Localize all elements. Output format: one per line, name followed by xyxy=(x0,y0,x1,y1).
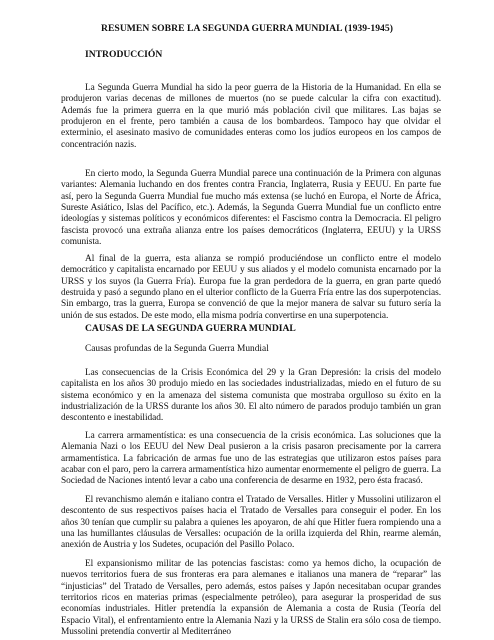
section-heading-causas: CAUSAS DE LA SEGUNDA GUERRA MUNDIAL xyxy=(85,323,296,334)
document-title: RESUMEN SOBRE LA SEGUNDA GUERRA MUNDIAL (1939-1945) xyxy=(101,23,393,34)
paragraph: El revanchismo alemán e italiano contra el Tratado de Versalles. Hitler y Mussolini utilizaron el descontento de sus respectivos países hacia el Tratado de Versalles para conseguir el poder. En los años 30 tenían que cumplir su palabra a quienes les apoyaron, de ahí que Hitler fuera rompiendo una a una las humillantes cláusulas de Versalles: ocupación de la orilla izquierda del Rhin, rearme alemán, anexión de Austria y los Sudetes, ocupación del Pasillo Polaco. xyxy=(61,495,441,551)
paragraph: La carrera armamentística: es una consecuencia de la crisis económica. Las soluciones que la Alemania Nazi o los EEUU del New Deal pusieron a la crisis pasaron precisamente por la carrera armamentística. La fabricación de armas fue uno de las estrategias que utilizaron estos países para acabar con el paro, pero la carrera armamentística hizo aumentar enormemente el peligro de guerra. La Sociedad de Naciones intentó levar a cabo una conferencia de desarme en 1932, pero ésta fracasó. xyxy=(61,431,441,487)
paragraph: Las consecuencias de la Crisis Económica del 29 y la Gran Depresión: la crisis del modelo capitalista en los años 30 produjo miedo en las sociedades industrializadas, miedo en el futuro de su sistema económico y en la amenaza del sistema comunista que mostraba orgulloso su éxito en la industrialización de la URSS durante los años 30. El alto número de parados produjo también un gran descontento e inestabilidad. xyxy=(61,368,441,424)
paragraph: Al final de la guerra, esta alianza se rompió produciéndose un conflicto entre el modelo democrático y capitalista encarnado por EEUU y sus aliados y el modelo comunista encarnado por la URSS y los suyos (la Guerra Fría). Europa fue la gran perdedora de la guerra, en gran parte quedó destruida y pasó a segundo plano en el ulterior conflicto de la Guerra Fría entre las dos superpotencias. Sin embargo, tras la guerra, Europa se convenció de que la mejor manera de salvar su futuro sería la unión de sus estados. De este modo, ella misma podría convertirse en una superpotencia. xyxy=(61,254,441,321)
paragraph: En cierto modo, la Segunda Guerra Mundial parece una continuación de la Primera con algunas variantes: Alemania luchando en dos frentes contra Francia, Inglaterra, Rusia y EEUU. En parte fue así, pero la Segunda Guerra Mundial fue mucho más extensa (se luchó en Europa, el Norte de África, Sureste Asiático, Islas del Pacífico, etc.). Además, la Segunda Guerra Mundial fue un conflicto entre ideologías y sistemas políticos y económicos diferentes: el Fascismo contra la Democracia. El peligro fascista provocó una extraña alianza entre los países democráticos (Inglaterra, EEUU) y la URSS comunista. xyxy=(61,169,441,248)
section-heading-introduccion: INTRODUCCIÓN xyxy=(85,49,163,60)
section-subheading: Causas profundas de la Segunda Guerra Mundial xyxy=(85,344,269,354)
paragraph: El expansionismo militar de las potencias fascistas: como ya hemos dicho, la ocupación de nuevos territorios fuera de sus fronteras era para alemanes e italianos una manera de “reparar” las “injusticias” del Tratado de Versalles, pero además, estos países y Japón necesitaban ocupar grandes territorios ricos en materias primas (especialmente petróleo), para asegurar la prosperidad de sus economías industriales. Hitler pretendía la expansión de Alemania a costa de Rusia (Teoría del Espacio Vital), el enfrentamiento entre la Alemania Nazi y la URSS de Stalin era sólo cosa de tiempo. Mussolini pretendía convertir al Mediterráneo xyxy=(61,559,441,638)
paragraph: La Segunda Guerra Mundial ha sido la peor guerra de la Historia de la Humanidad. En ella se produjeron varias decenas de millones de muertos (no se puede calcular la cifra con exactitud). Además fue la primera guerra en la que murió más población civil que militares. Las bajas se produjeron en el frente, pero también a causa de los bombardeos. Tampoco hay que olvidar el exterminio, el asesinato masivo de comunidades enteras como los judíos europeos en los campos de concentración nazis. xyxy=(61,83,441,150)
